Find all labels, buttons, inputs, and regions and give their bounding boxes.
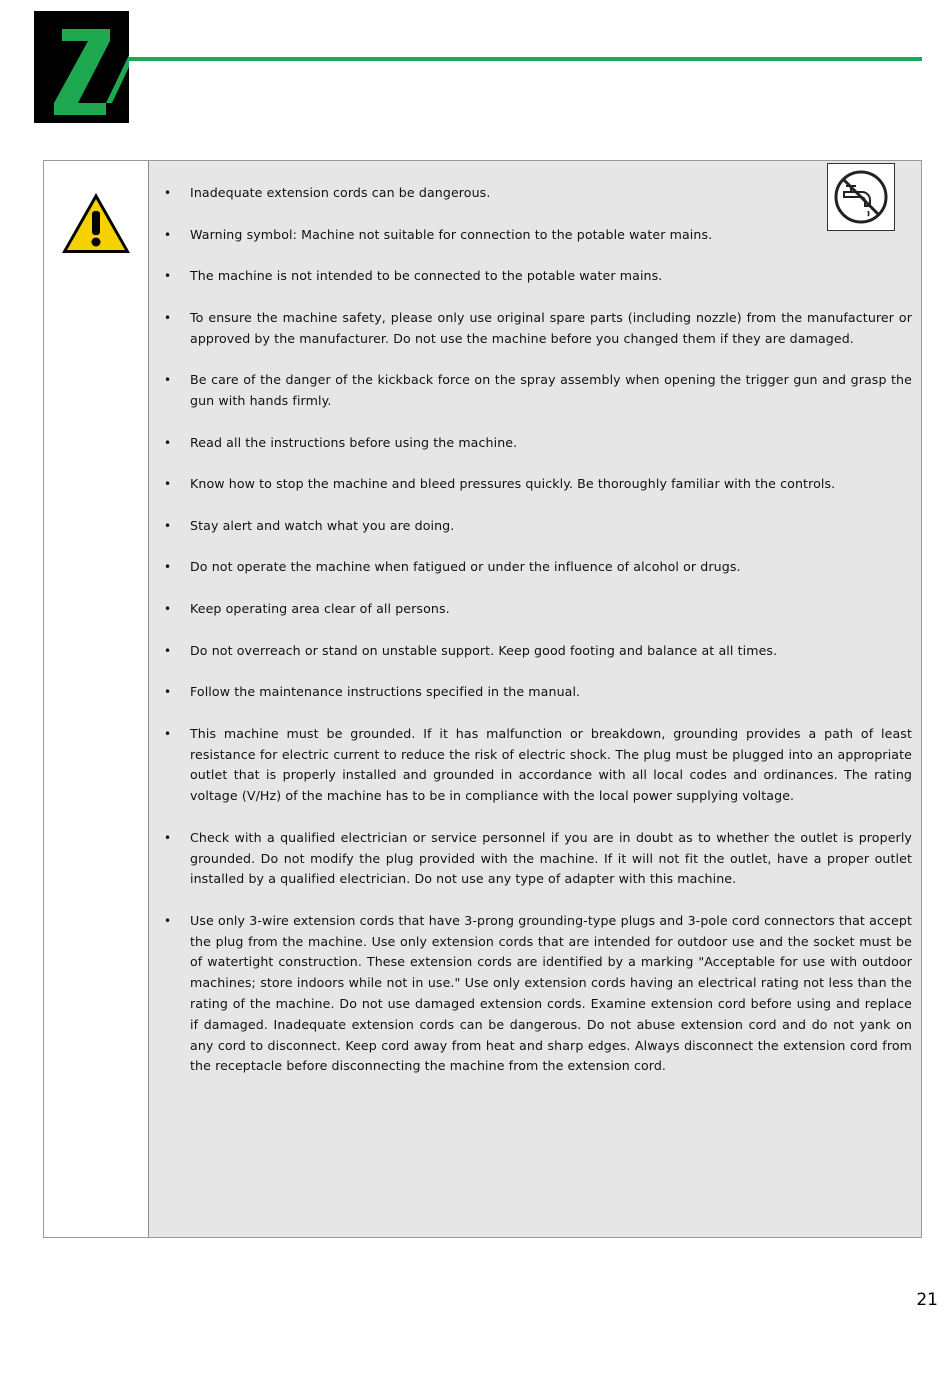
list-item: [164, 370, 912, 412]
bullet-icon: •: [164, 726, 172, 741]
list-item: [164, 682, 912, 703]
warning-triangle-icon: [60, 191, 132, 255]
list-item: [164, 225, 912, 246]
list-item: [164, 474, 912, 495]
list-item-text: This machine must be grounded. If it has malfunction or breakdown, grounding provides a path of least resistance for electric current to reduce the risk of electric shock. The plug must be plugged into an appropriate outlet that is properly installed and grounded in accordance with all local codes and ordinances. The rating voltage (V/Hz) of the machine has to be in compliance with the local power supplying voltage.: [190, 725, 912, 804]
safety-panel: [43, 160, 922, 1238]
bullet-icon: •: [164, 227, 172, 242]
list-item: [164, 828, 912, 890]
list-item: [164, 911, 912, 1077]
bullet-icon: •: [164, 601, 172, 616]
list-item: [164, 516, 912, 537]
list-item: [164, 557, 912, 578]
list-item: [164, 599, 912, 620]
panel-icon-column: [44, 161, 149, 1237]
list-item: [164, 433, 912, 454]
list-item-text: Inadequate extension cords can be dangerous.: [190, 185, 491, 200]
z-logo-icon: [34, 11, 129, 123]
list-item-text: The machine is not intended to be connected to the potable water mains.: [190, 268, 663, 284]
bullet-icon: •: [164, 830, 172, 845]
header-rule: [129, 57, 922, 61]
bullet-icon: •: [164, 518, 172, 533]
list-item-text: Stay alert and watch what you are doing.: [190, 517, 455, 533]
list-item-text: Warning symbol: Machine not suitable for connection to the potable water mains.: [190, 226, 713, 242]
list-item: [164, 183, 912, 204]
bullet-icon: •: [164, 310, 172, 325]
bullet-icon: •: [164, 435, 172, 450]
page-number: 21: [916, 1290, 938, 1310]
bullet-icon: •: [164, 477, 172, 492]
bullet-icon: •: [164, 685, 172, 700]
list-item-text: To ensure the machine safety, please only use original spare parts (including nozzle) from the manufacturer or approved by the manufacturer. Do not use the machine before you changed them if they are damaged.: [190, 309, 912, 346]
bullet-icon: •: [164, 913, 172, 928]
list-item-text: Do not operate the machine when fatigued or under the influence of alcohol or drugs.: [190, 559, 741, 575]
list-item-text: Read all the instructions before using the machine.: [190, 434, 518, 450]
bullet-icon: •: [164, 269, 172, 284]
list-item-text: Be care of the danger of the kickback force on the spray assembly when opening the trigger gun and grasp the gun with hands firmly.: [190, 372, 912, 408]
list-item: [164, 308, 912, 350]
list-item-text: Use only 3-wire extension cords that have 3-prong grounding-type plugs and 3-pole cord connectors that accept the plug from the machine. Use only extension cords that are intended for outdoor use and the socket must be of watertight construction. These extension cords are identified by a marking "Acceptable for use with outdoor machines; store indoors while not in use." Use only extension cords having an electrical rating not less than the rating of the machine. Do not use damaged extension cords. Examine extension cord before using and replace if damaged. Inadequate extension cords can be dangerous. Do not abuse extension cord and do not yank on any cord to disconnect. Keep cord away from heat and sharp edges. Always disconnect the extension cord from the receptacle before disconnecting the machine from the extension cord.: [190, 912, 912, 1074]
list-item: [164, 266, 912, 287]
bullet-icon: •: [164, 643, 172, 658]
safety-instructions-list: [149, 161, 921, 1077]
bullet-icon: •: [164, 186, 172, 200]
list-item-text: Know how to stop the machine and bleed pressures quickly. Be thoroughly familiar with the controls.: [190, 476, 836, 492]
bullet-icon: •: [164, 560, 172, 575]
list-item-text: Keep operating area clear of all persons.: [190, 600, 450, 616]
list-item-text: Check with a qualified electrician or service personnel if you are in doubt as to whether the outlet is properly grounded. Do not modify the plug provided with the machine. If it will not fit the outlet, have a proper outlet installed by a qualified electrician. Do not use any type of adapter with this machine.: [190, 829, 912, 887]
list-item-text: Follow the maintenance instructions specified in the manual.: [190, 684, 581, 700]
bullet-icon: •: [164, 373, 172, 388]
list-item: [164, 724, 912, 807]
panel-content: [149, 161, 921, 1237]
list-item: [164, 641, 912, 662]
list-item-text: Do not overreach or stand on unstable support. Keep good footing and balance at all times.: [190, 642, 778, 658]
